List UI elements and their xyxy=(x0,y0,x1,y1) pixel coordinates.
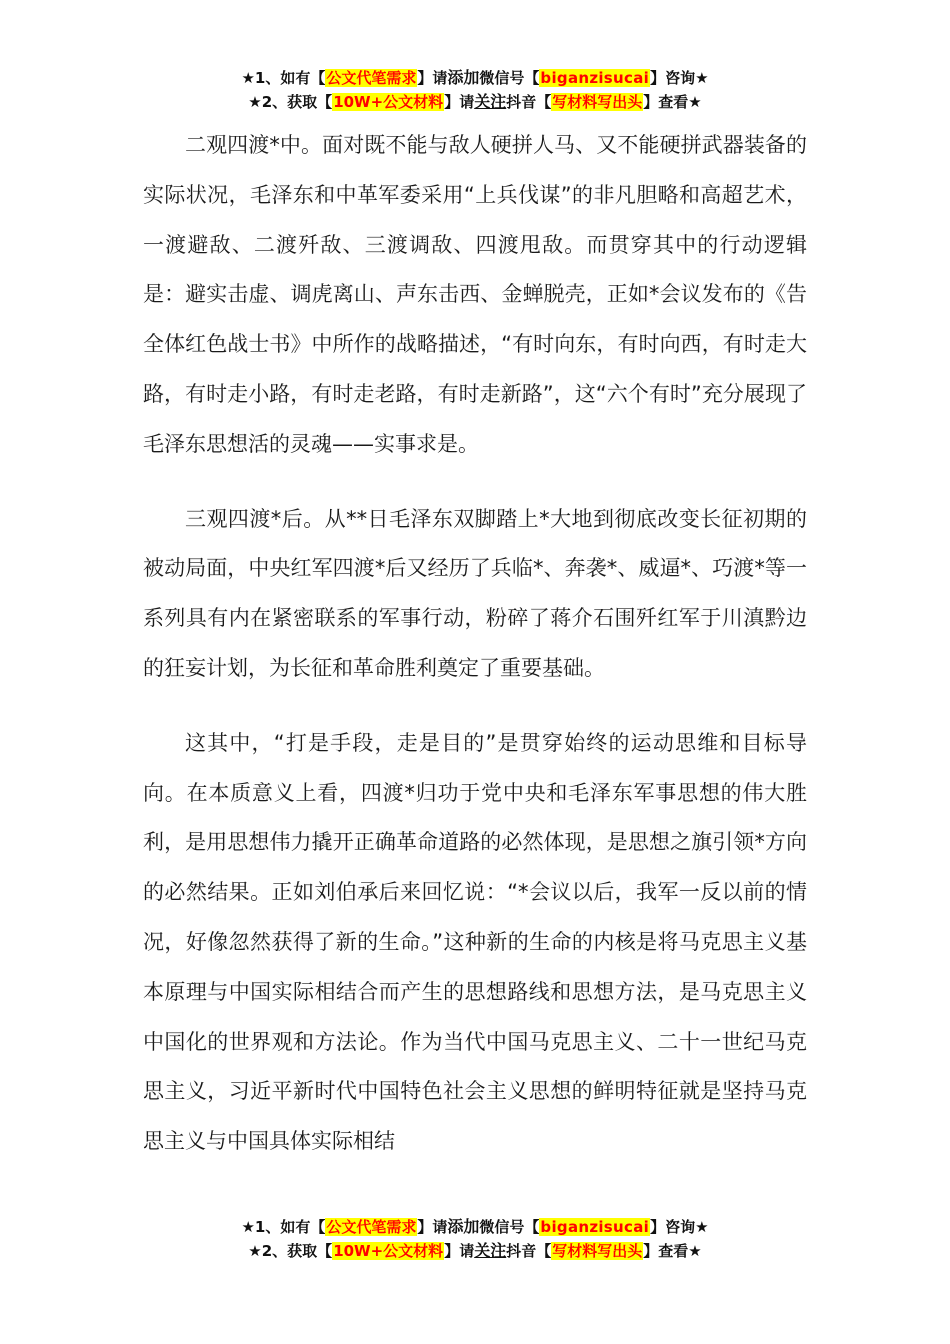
emphasis-add: 添加 xyxy=(447,68,480,87)
banner-text: ★2、获取【 xyxy=(248,93,333,111)
highlight-wechat-id: biganzisucai xyxy=(540,69,650,87)
banner-text: 抖音【 xyxy=(506,93,552,111)
banner-text: 】咨询★ xyxy=(650,1218,709,1236)
banner-text: ★1、如有【 xyxy=(241,1218,326,1236)
paragraph: 二观四渡*中。面对既不能与敌人硬拼人马、又不能硬拼武器装备的实际状况，毛泽东和中革军委采用“上兵伐谋”的非凡胆略和高超艺术，一渡避敌、二渡歼敌、三渡调敌、四渡甩敌。而贯穿其中的行动逻辑是：避实击虚、调虎离山、声东击西、金蝉脱壳，正如*会议发布的《告全体红色战士书》中所作的战略描述，“有时向东，有时向西，有时走大路，有时走小路，有时走老路，有时走新路”，这“六个有时”充分展现了毛泽东思想活的灵魂——实事求是。 xyxy=(143,133,807,456)
banner-text: 】咨询★ xyxy=(650,69,709,87)
highlight-douyin: 写材料写出头 xyxy=(552,93,643,111)
banner-line-1 xyxy=(0,66,950,90)
banner-text: 】请 xyxy=(417,69,448,87)
emphasis-add: 添加 xyxy=(447,1217,480,1236)
emphasis-follow: 关注 xyxy=(474,92,507,111)
banner-text: 】查看★ xyxy=(643,1242,702,1260)
footer-banner xyxy=(0,1215,950,1263)
highlight-wechat-id: biganzisucai xyxy=(540,1218,650,1236)
banner-text: 微信号【 xyxy=(479,1218,540,1236)
banner-text: ★1、如有【 xyxy=(241,69,326,87)
highlight-materials: 10W+公文材料 xyxy=(333,1242,444,1260)
header-banner xyxy=(0,66,950,114)
paragraph: 这其中，“打是手段，走是目的”是贯穿始终的运动思维和目标导向。在本质意义上看，四渡*归功于党中央和毛泽东军事思想的伟大胜利，是用思想伟力撬开正确革命道路的必然体现，是思想之旗引领*方向的必然结果。正如刘伯承后来回忆说：“*会议以后，我军一反以前的情况，好像忽然获得了新的生命。”这种新的生命的内核是将马克思主义基本原理与中国实际相结合而产生的思想路线和思想方法，是马克思主义中国化的世界观和方法论。作为当代中国马克思主义、二十一世纪马克思主义，习近平新时代中国特色社会主义思想的鲜明特征就是坚持马克思主义与中国具体实际相结 xyxy=(143,730,807,1154)
banner-text: 微信号【 xyxy=(479,69,540,87)
highlight-service: 公文代笔需求 xyxy=(326,1218,417,1236)
highlight-materials: 10W+公文材料 xyxy=(333,93,444,111)
banner-text: 】查看★ xyxy=(643,93,702,111)
emphasis-follow: 关注 xyxy=(474,1241,507,1260)
banner-line-2 xyxy=(0,90,950,114)
banner-line-1 xyxy=(0,1215,950,1239)
document-body xyxy=(143,121,807,1167)
banner-text: 】请 xyxy=(444,93,475,111)
banner-text: ★2、获取【 xyxy=(248,1242,333,1260)
banner-text: 抖音【 xyxy=(506,1242,552,1260)
highlight-douyin: 写材料写出头 xyxy=(552,1242,643,1260)
paragraph: 三观四渡*后。从**日毛泽东双脚踏上*大地到彻底改变长征初期的被动局面，中央红军四渡*后又经历了兵临*、奔袭*、威逼*、巧渡*等一系列具有内在紧密联系的军事行动，粉碎了蒋介石围歼红军于川滇黔边的狂妄计划，为长征和革命胜利奠定了重要基础。 xyxy=(143,506,807,680)
banner-text: 】请 xyxy=(444,1242,475,1260)
highlight-service: 公文代笔需求 xyxy=(326,69,417,87)
banner-line-2 xyxy=(0,1239,950,1263)
banner-text: 】请 xyxy=(417,1218,448,1236)
